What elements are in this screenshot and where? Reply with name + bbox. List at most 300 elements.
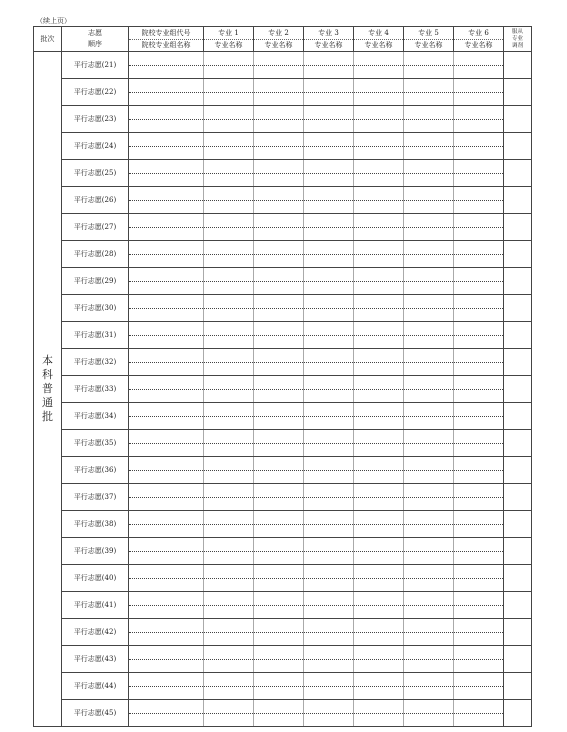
major-entry-cell[interactable]: [404, 106, 454, 133]
group-entry-cell[interactable]: [129, 538, 204, 565]
major-entry-cell[interactable]: [304, 376, 354, 403]
major-entry-cell[interactable]: [304, 538, 354, 565]
dotted-divider: [204, 713, 253, 714]
obey-adjust-cell[interactable]: [504, 187, 532, 214]
dotted-divider: [354, 254, 403, 255]
dotted-divider: [204, 416, 253, 417]
major-entry-cell[interactable]: [204, 133, 254, 160]
major-entry-cell[interactable]: [204, 214, 254, 241]
dotted-divider: [404, 92, 453, 93]
major-entry-cell[interactable]: [304, 646, 354, 673]
major-entry-cell[interactable]: [404, 268, 454, 295]
major-entry-cell[interactable]: [254, 484, 304, 511]
dotted-divider: [404, 65, 453, 66]
major-entry-cell[interactable]: [304, 295, 354, 322]
volunteer-order-label: 平行志愿(31): [62, 322, 129, 349]
major-entry-cell[interactable]: [304, 619, 354, 646]
obey-adjust-cell[interactable]: [504, 295, 532, 322]
major-entry-cell[interactable]: [204, 619, 254, 646]
major-entry-cell[interactable]: [254, 268, 304, 295]
volunteer-row: [34, 430, 532, 457]
major-entry-cell[interactable]: [304, 241, 354, 268]
major-entry-cell[interactable]: [454, 52, 504, 79]
volunteer-order-label: 平行志愿(27): [62, 214, 129, 241]
obey-adjust-cell[interactable]: [504, 268, 532, 295]
major-entry-cell[interactable]: [454, 538, 504, 565]
major-entry-cell[interactable]: [254, 214, 304, 241]
group-entry-cell[interactable]: [129, 268, 204, 295]
major-entry-cell[interactable]: [454, 673, 504, 700]
major-sub: 专业名称: [314, 40, 343, 49]
major-entry-cell[interactable]: [254, 673, 304, 700]
group-entry-cell[interactable]: [129, 646, 204, 673]
header-row: [34, 27, 532, 52]
major-entry-cell[interactable]: [254, 79, 304, 106]
order-header-line1: 志愿: [88, 29, 102, 37]
major-entry-cell[interactable]: [404, 241, 454, 268]
major-entry-cell[interactable]: [404, 538, 454, 565]
dotted-divider: [354, 659, 403, 660]
major-entry-cell[interactable]: [204, 538, 254, 565]
obey-adjust-cell[interactable]: [504, 484, 532, 511]
dotted-divider: [129, 470, 203, 471]
major-label: 专业 1: [204, 28, 253, 40]
major-entry-cell[interactable]: [254, 187, 304, 214]
major-entry-cell[interactable]: [304, 484, 354, 511]
dotted-divider: [129, 362, 203, 363]
group-entry-cell[interactable]: [129, 484, 204, 511]
major-entry-cell[interactable]: [304, 700, 354, 727]
major-entry-cell[interactable]: [304, 106, 354, 133]
major-entry-cell[interactable]: [204, 592, 254, 619]
major-entry-cell[interactable]: [454, 565, 504, 592]
major-label: 专业 2: [254, 28, 303, 40]
major-entry-cell[interactable]: [254, 619, 304, 646]
major-entry-cell[interactable]: [454, 430, 504, 457]
batch-name-char: 通: [42, 396, 53, 409]
major-entry-cell[interactable]: [254, 349, 304, 376]
major-entry-cell[interactable]: [454, 619, 504, 646]
group-entry-cell[interactable]: [129, 241, 204, 268]
major-entry-cell[interactable]: [404, 457, 454, 484]
major-entry-cell[interactable]: [404, 619, 454, 646]
dotted-divider: [404, 524, 453, 525]
major-entry-cell[interactable]: [204, 376, 254, 403]
major-entry-cell[interactable]: [404, 484, 454, 511]
major-entry-cell[interactable]: [304, 160, 354, 187]
dotted-divider: [304, 497, 353, 498]
major-entry-cell[interactable]: [454, 700, 504, 727]
major-entry-cell[interactable]: [254, 700, 304, 727]
group-entry-cell[interactable]: [129, 619, 204, 646]
major-entry-cell[interactable]: [354, 52, 404, 79]
major-entry-cell[interactable]: [404, 403, 454, 430]
dotted-divider: [129, 551, 203, 552]
obey-adjust-cell[interactable]: [504, 241, 532, 268]
group-entry-cell[interactable]: [129, 52, 204, 79]
volunteer-order-label: 平行志愿(43): [62, 646, 129, 673]
dotted-divider: [254, 632, 303, 633]
obey-adjust-cell[interactable]: [504, 322, 532, 349]
major-entry-cell[interactable]: [254, 241, 304, 268]
group-entry-cell[interactable]: [129, 79, 204, 106]
major-entry-cell[interactable]: [204, 79, 254, 106]
dotted-divider: [204, 281, 253, 282]
major-sub: 专业名称: [464, 40, 493, 49]
group-entry-cell[interactable]: [129, 403, 204, 430]
major-entry-cell[interactable]: [454, 484, 504, 511]
volunteer-row: [34, 457, 532, 484]
major-entry-cell[interactable]: [204, 646, 254, 673]
dotted-divider: [204, 389, 253, 390]
major-sub: 专业名称: [264, 40, 293, 49]
obey-adjust-cell[interactable]: [504, 430, 532, 457]
major-entry-cell[interactable]: [354, 511, 404, 538]
major-entry-cell[interactable]: [204, 349, 254, 376]
obey-adjust-cell[interactable]: [504, 376, 532, 403]
major-entry-cell[interactable]: [304, 52, 354, 79]
volunteer-row: [34, 538, 532, 565]
major-entry-cell[interactable]: [354, 565, 404, 592]
major-entry-cell[interactable]: [404, 133, 454, 160]
major-entry-cell[interactable]: [354, 106, 404, 133]
dotted-divider: [204, 470, 253, 471]
major-entry-cell[interactable]: [204, 268, 254, 295]
obey-adjust-cell[interactable]: [504, 619, 532, 646]
group-entry-cell[interactable]: [129, 430, 204, 457]
major-entry-cell[interactable]: [354, 322, 404, 349]
major-entry-cell[interactable]: [354, 160, 404, 187]
batch-name-char: 本: [42, 354, 53, 367]
dotted-divider: [254, 308, 303, 309]
dotted-divider: [354, 335, 403, 336]
dotted-divider: [454, 524, 503, 525]
major-entry-cell[interactable]: [354, 646, 404, 673]
major-entry-cell[interactable]: [404, 322, 454, 349]
major-entry-cell[interactable]: [404, 700, 454, 727]
dotted-divider: [129, 65, 203, 66]
major-entry-cell[interactable]: [454, 646, 504, 673]
major-entry-cell[interactable]: [204, 457, 254, 484]
obey-line3: 调剂: [511, 42, 523, 49]
dotted-divider: [254, 497, 303, 498]
obey-adjust-cell[interactable]: [504, 160, 532, 187]
major-entry-cell[interactable]: [254, 538, 304, 565]
group-entry-cell[interactable]: [129, 295, 204, 322]
major-entry-cell[interactable]: [454, 160, 504, 187]
dotted-divider: [254, 389, 303, 390]
major-entry-cell[interactable]: [354, 673, 404, 700]
major-entry-cell[interactable]: [254, 565, 304, 592]
obey-adjust-cell[interactable]: [504, 646, 532, 673]
dotted-divider: [254, 416, 303, 417]
major-entry-cell[interactable]: [204, 484, 254, 511]
major-entry-cell[interactable]: [304, 187, 354, 214]
major-entry-cell[interactable]: [454, 322, 504, 349]
major-entry-cell[interactable]: [304, 511, 354, 538]
dotted-divider: [404, 551, 453, 552]
major-entry-cell[interactable]: [304, 133, 354, 160]
group-entry-cell[interactable]: [129, 565, 204, 592]
dotted-divider: [354, 389, 403, 390]
volunteer-order-label: 平行志愿(34): [62, 403, 129, 430]
dotted-divider: [404, 443, 453, 444]
major-entry-cell[interactable]: [204, 52, 254, 79]
major-entry-cell[interactable]: [254, 52, 304, 79]
dotted-divider: [354, 119, 403, 120]
major-entry-cell[interactable]: [254, 160, 304, 187]
major-entry-cell[interactable]: [304, 430, 354, 457]
major-entry-cell[interactable]: [304, 322, 354, 349]
major-entry-cell[interactable]: [454, 592, 504, 619]
major-entry-cell[interactable]: [354, 538, 404, 565]
major-entry-cell[interactable]: [404, 214, 454, 241]
dotted-divider: [204, 632, 253, 633]
major-entry-cell[interactable]: [254, 106, 304, 133]
major-entry-cell[interactable]: [454, 241, 504, 268]
obey-adjust-cell[interactable]: [504, 79, 532, 106]
major-entry-cell[interactable]: [304, 565, 354, 592]
volunteer-order-label: 平行志愿(25): [62, 160, 129, 187]
dotted-divider: [454, 65, 503, 66]
major-entry-cell[interactable]: [354, 619, 404, 646]
batch-header: 批次: [34, 27, 62, 52]
major-entry-cell[interactable]: [404, 592, 454, 619]
dotted-divider: [404, 470, 453, 471]
dotted-divider: [254, 65, 303, 66]
obey-adjust-cell[interactable]: [504, 592, 532, 619]
obey-line1: 服从: [511, 28, 523, 35]
dotted-divider: [354, 551, 403, 552]
major-entry-cell[interactable]: [454, 457, 504, 484]
major-entry-cell[interactable]: [354, 592, 404, 619]
major-entry-cell[interactable]: [354, 403, 404, 430]
dotted-divider: [404, 146, 453, 147]
volunteer-row: [34, 619, 532, 646]
major-entry-cell[interactable]: [304, 349, 354, 376]
group-entry-cell[interactable]: [129, 457, 204, 484]
obey-adjust-cell[interactable]: [504, 403, 532, 430]
major-entry-cell[interactable]: [454, 403, 504, 430]
major-entry-cell[interactable]: [454, 79, 504, 106]
major-entry-cell[interactable]: [254, 295, 304, 322]
dotted-divider: [254, 659, 303, 660]
dotted-divider: [304, 362, 353, 363]
major-entry-cell[interactable]: [354, 214, 404, 241]
volunteer-row: [34, 673, 532, 700]
batch-name-char: 批: [42, 410, 53, 423]
major-entry-cell[interactable]: [254, 322, 304, 349]
dotted-divider: [254, 92, 303, 93]
major-entry-cell[interactable]: [404, 349, 454, 376]
major-entry-cell[interactable]: [304, 403, 354, 430]
dotted-divider: [354, 200, 403, 201]
dotted-divider: [454, 146, 503, 147]
dotted-divider: [129, 335, 203, 336]
dotted-divider: [304, 443, 353, 444]
major-entry-cell[interactable]: [254, 457, 304, 484]
major-entry-cell[interactable]: [454, 214, 504, 241]
major-entry-cell[interactable]: [454, 376, 504, 403]
group-entry-cell[interactable]: [129, 673, 204, 700]
dotted-divider: [354, 281, 403, 282]
obey-adjust-cell[interactable]: [504, 565, 532, 592]
dotted-divider: [354, 578, 403, 579]
major-entry-cell[interactable]: [454, 268, 504, 295]
obey-adjust-cell[interactable]: [504, 133, 532, 160]
volunteer-form-table: [33, 26, 532, 727]
obey-adjust-cell[interactable]: [504, 349, 532, 376]
major-entry-cell[interactable]: [304, 457, 354, 484]
dotted-divider: [254, 551, 303, 552]
major-entry-cell[interactable]: [254, 646, 304, 673]
group-entry-cell[interactable]: [129, 700, 204, 727]
major-entry-cell[interactable]: [304, 214, 354, 241]
major-label: 专业 6: [454, 28, 503, 40]
major-entry-cell[interactable]: [354, 349, 404, 376]
major-entry-cell[interactable]: [304, 673, 354, 700]
group-entry-cell[interactable]: [129, 214, 204, 241]
major-entry-cell[interactable]: [204, 241, 254, 268]
major-entry-cell[interactable]: [204, 430, 254, 457]
volunteer-order-label: 平行志愿(24): [62, 133, 129, 160]
major-entry-cell[interactable]: [204, 187, 254, 214]
major-entry-cell[interactable]: [254, 376, 304, 403]
obey-adjust-cell[interactable]: [504, 511, 532, 538]
dotted-divider: [404, 578, 453, 579]
dotted-divider: [204, 119, 253, 120]
major-entry-cell[interactable]: [354, 457, 404, 484]
major-entry-cell[interactable]: [304, 79, 354, 106]
obey-adjust-cell[interactable]: [504, 106, 532, 133]
volunteer-row: [34, 295, 532, 322]
major-entry-cell[interactable]: [404, 187, 454, 214]
group-entry-cell[interactable]: [129, 187, 204, 214]
major-entry-cell[interactable]: [204, 403, 254, 430]
major-entry-cell[interactable]: [404, 295, 454, 322]
major-2-header: [254, 27, 304, 52]
obey-adjust-cell[interactable]: [504, 457, 532, 484]
major-entry-cell[interactable]: [404, 376, 454, 403]
group-entry-cell[interactable]: [129, 133, 204, 160]
batch-name-char: 普: [42, 382, 53, 395]
major-entry-cell[interactable]: [304, 268, 354, 295]
major-entry-cell[interactable]: [204, 700, 254, 727]
major-entry-cell[interactable]: [404, 646, 454, 673]
group-entry-cell[interactable]: [129, 349, 204, 376]
volunteer-order-label: 平行志愿(30): [62, 295, 129, 322]
major-entry-cell[interactable]: [454, 187, 504, 214]
major-entry-cell[interactable]: [204, 295, 254, 322]
major-entry-cell[interactable]: [354, 187, 404, 214]
group-entry-cell[interactable]: [129, 322, 204, 349]
major-entry-cell[interactable]: [404, 511, 454, 538]
major-1-header: [204, 27, 254, 52]
major-entry-cell[interactable]: [204, 673, 254, 700]
group-entry-cell[interactable]: [129, 592, 204, 619]
major-entry-cell[interactable]: [254, 592, 304, 619]
group-entry-cell[interactable]: [129, 160, 204, 187]
obey-adjust-cell[interactable]: [504, 673, 532, 700]
major-entry-cell[interactable]: [204, 106, 254, 133]
major-entry-cell[interactable]: [204, 511, 254, 538]
major-entry-cell[interactable]: [354, 484, 404, 511]
dotted-divider: [304, 119, 353, 120]
major-entry-cell[interactable]: [204, 322, 254, 349]
major-entry-cell[interactable]: [404, 565, 454, 592]
group-entry-cell[interactable]: [129, 376, 204, 403]
major-entry-cell[interactable]: [354, 376, 404, 403]
major-entry-cell[interactable]: [404, 79, 454, 106]
dotted-divider: [204, 308, 253, 309]
major-entry-cell[interactable]: [404, 52, 454, 79]
major-entry-cell[interactable]: [354, 700, 404, 727]
group-entry-cell[interactable]: [129, 106, 204, 133]
major-entry-cell[interactable]: [404, 430, 454, 457]
dotted-divider: [354, 362, 403, 363]
major-entry-cell[interactable]: [454, 349, 504, 376]
dotted-divider: [254, 254, 303, 255]
dotted-divider: [354, 713, 403, 714]
volunteer-order-label: 平行志愿(36): [62, 457, 129, 484]
dotted-divider: [254, 335, 303, 336]
major-entry-cell[interactable]: [404, 673, 454, 700]
major-entry-cell[interactable]: [354, 295, 404, 322]
obey-adjust-cell[interactable]: [504, 214, 532, 241]
major-entry-cell[interactable]: [254, 430, 304, 457]
dotted-divider: [404, 308, 453, 309]
obey-adjust-cell[interactable]: [504, 700, 532, 727]
dotted-divider: [304, 281, 353, 282]
dotted-divider: [454, 173, 503, 174]
major-entry-cell[interactable]: [354, 133, 404, 160]
volunteer-order-label: 平行志愿(45): [62, 700, 129, 727]
major-entry-cell[interactable]: [204, 160, 254, 187]
major-entry-cell[interactable]: [404, 160, 454, 187]
major-entry-cell[interactable]: [304, 592, 354, 619]
dotted-divider: [304, 92, 353, 93]
dotted-divider: [304, 200, 353, 201]
major-entry-cell[interactable]: [254, 511, 304, 538]
volunteer-order-label: 平行志愿(37): [62, 484, 129, 511]
dotted-divider: [204, 335, 253, 336]
obey-adjust-cell[interactable]: [504, 52, 532, 79]
dotted-divider: [354, 497, 403, 498]
major-entry-cell[interactable]: [254, 133, 304, 160]
dotted-divider: [354, 146, 403, 147]
major-entry-cell[interactable]: [454, 106, 504, 133]
major-entry-cell[interactable]: [354, 430, 404, 457]
dotted-divider: [304, 551, 353, 552]
dotted-divider: [129, 173, 203, 174]
major-entry-cell[interactable]: [354, 79, 404, 106]
major-entry-cell[interactable]: [354, 241, 404, 268]
major-entry-cell[interactable]: [454, 295, 504, 322]
dotted-divider: [454, 254, 503, 255]
major-entry-cell[interactable]: [204, 565, 254, 592]
dotted-divider: [454, 362, 503, 363]
group-entry-cell[interactable]: [129, 511, 204, 538]
major-entry-cell[interactable]: [454, 511, 504, 538]
obey-adjust-cell[interactable]: [504, 538, 532, 565]
dotted-divider: [129, 146, 203, 147]
dotted-divider: [354, 443, 403, 444]
dotted-divider: [204, 173, 253, 174]
major-entry-cell[interactable]: [254, 403, 304, 430]
major-entry-cell[interactable]: [354, 268, 404, 295]
major-entry-cell[interactable]: [454, 133, 504, 160]
dotted-divider: [454, 632, 503, 633]
